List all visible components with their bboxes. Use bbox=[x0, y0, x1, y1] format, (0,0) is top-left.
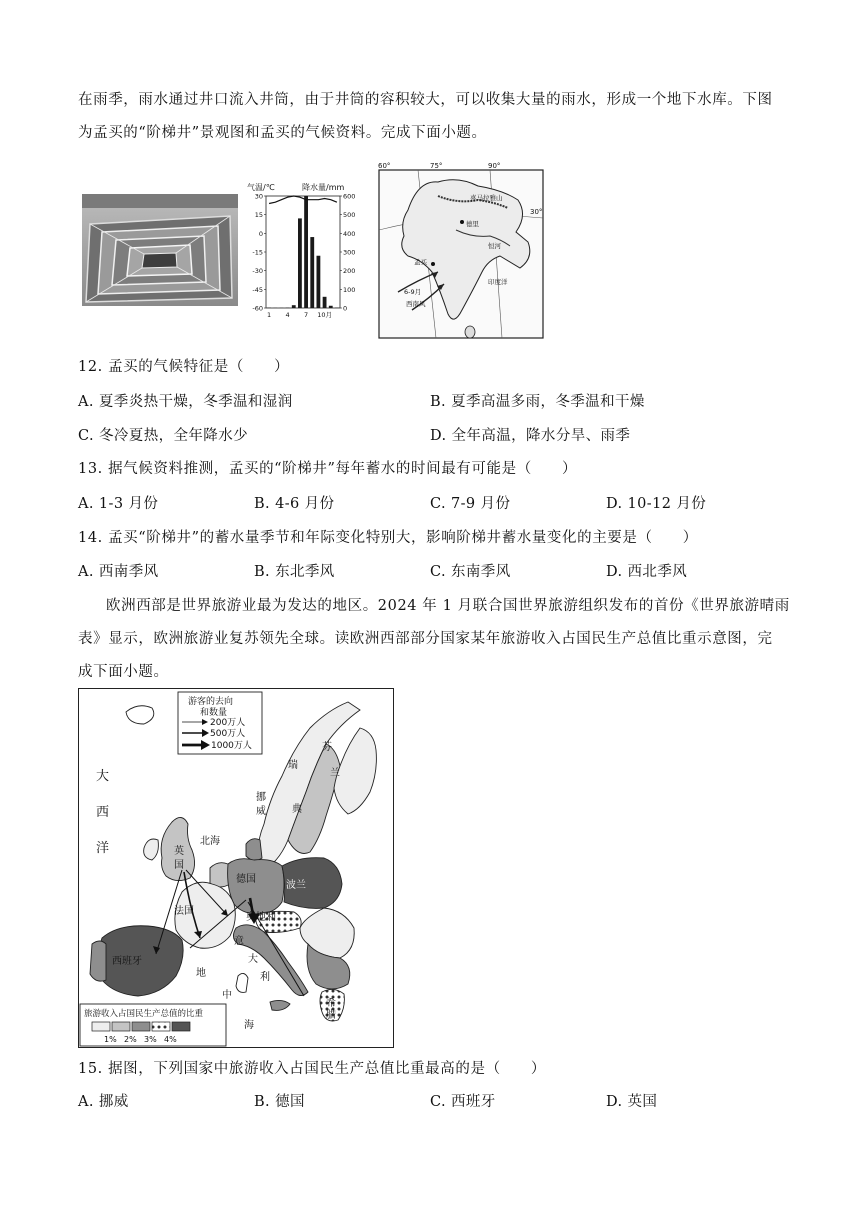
poland-label: 波兰 bbox=[286, 880, 306, 891]
uk-label-2: 国 bbox=[174, 860, 184, 871]
germany-label: 德国 bbox=[236, 874, 256, 885]
finland-label-1: 芬 bbox=[322, 742, 332, 753]
ganges-label: 恒河 bbox=[488, 242, 501, 250]
q14-option-b[interactable]: B. 东北季风 bbox=[254, 564, 335, 580]
precip-bar-11 bbox=[329, 306, 333, 308]
temp-tick-label: -60 bbox=[252, 304, 263, 313]
precip-bar-7 bbox=[304, 196, 308, 308]
austria-label: 奥地利 bbox=[246, 912, 276, 923]
jun-sep-label: 6-9月 bbox=[404, 288, 422, 296]
q12-option-a[interactable]: A. 夏季炎热干燥，冬季温和湿润 bbox=[78, 394, 293, 410]
norway-label-2: 威 bbox=[256, 806, 266, 817]
sweden-label-1: 瑞 bbox=[288, 760, 298, 771]
climate-plot-frame bbox=[266, 196, 340, 308]
q15-stem: 15. 据图，下列国家中旅游收入占国民生产总值比重最高的是（ ） bbox=[78, 1061, 546, 1077]
spain-label: 西班牙 bbox=[112, 956, 142, 967]
q12-option-b[interactable]: B. 夏季高温多雨，冬季温和干燥 bbox=[430, 394, 645, 410]
share-legend-title: 旅游收入占国民生产总值的比重 bbox=[84, 1009, 204, 1019]
q13-option-b[interactable]: B. 4-6 月份 bbox=[254, 496, 335, 512]
precip-tick-label: 500 bbox=[343, 211, 356, 220]
temp-axis-label: 气温/℃ bbox=[247, 183, 275, 192]
share-legend-4: 4% bbox=[164, 1035, 177, 1044]
temp-tick-label: -45 bbox=[252, 285, 263, 294]
flow-legend-1000: 1000万人 bbox=[211, 741, 252, 751]
share-legend-3: 3% bbox=[144, 1035, 157, 1044]
lat-30-label: 30° bbox=[530, 208, 543, 216]
atlantic-label-2: 西 bbox=[96, 805, 110, 820]
temp-tick-label: -30 bbox=[252, 267, 263, 276]
temp-tick-label: 0 bbox=[258, 229, 263, 238]
q13-option-d[interactable]: D. 10-12 月份 bbox=[606, 496, 707, 512]
q15-option-d[interactable]: D. 英国 bbox=[606, 1094, 658, 1110]
precip-tick-label: 100 bbox=[343, 285, 356, 294]
atlantic-label-3: 洋 bbox=[96, 841, 110, 856]
precip-tick-label: 300 bbox=[343, 248, 356, 257]
himalaya-label: 喜马拉雅山 bbox=[470, 194, 503, 202]
lon-90-label: 90° bbox=[488, 162, 501, 170]
stepwell-photo bbox=[82, 194, 238, 306]
france-label: 法国 bbox=[174, 906, 194, 917]
med-label-2: 中 bbox=[222, 990, 232, 1001]
finland-label-2: 兰 bbox=[330, 768, 340, 779]
precip-axis-label: 降水量/mm bbox=[302, 183, 345, 192]
temperature-line bbox=[269, 196, 337, 204]
intro-line-1: 在雨季，雨水通过井口流入井筒，由于井筒的容积较大，可以收集大量的雨水，形成一个地下水库。下图 bbox=[78, 92, 773, 108]
precip-tick-label: 200 bbox=[343, 267, 356, 276]
italy-label-3: 利 bbox=[260, 972, 270, 983]
europe-map bbox=[78, 688, 394, 1048]
month-tick-label: 10月 bbox=[317, 311, 332, 319]
norway-label-1: 挪 bbox=[256, 792, 266, 803]
med-label-3: 海 bbox=[244, 1020, 254, 1031]
precip-bar-9 bbox=[317, 256, 321, 308]
precip-tick-label: 400 bbox=[343, 229, 356, 238]
intro-line-2: 为孟买的“阶梯井”景观图和孟买的气候资料。完成下面小题。 bbox=[78, 125, 487, 141]
share-legend-1: 1% bbox=[104, 1035, 117, 1044]
q15-option-c[interactable]: C. 西班牙 bbox=[430, 1094, 496, 1110]
q13-option-a[interactable]: A. 1-3 月份 bbox=[78, 496, 159, 512]
southwest-wind-label: 西南风 bbox=[406, 300, 426, 308]
precip-bar-10 bbox=[323, 297, 327, 308]
q14-option-a[interactable]: A. 西南季风 bbox=[78, 564, 159, 580]
temp-tick-label: 15 bbox=[254, 211, 263, 220]
precip-tick-label: 0 bbox=[343, 304, 348, 313]
greece-label-2: 腊 bbox=[326, 1010, 336, 1021]
month-tick-label: 7 bbox=[304, 311, 309, 319]
precip-bar-5 bbox=[292, 305, 296, 308]
q12-option-d[interactable]: D. 全年高温，降水分旱、雨季 bbox=[430, 428, 631, 444]
greece-label-1: 希 bbox=[326, 998, 336, 1009]
q12-stem: 12. 孟买的气候特征是（ ） bbox=[78, 359, 290, 375]
q15-option-b[interactable]: B. 德国 bbox=[254, 1094, 305, 1110]
month-tick-label: 4 bbox=[285, 311, 290, 319]
italy-label-1: 意 bbox=[234, 936, 244, 947]
lon-75-label: 75° bbox=[430, 162, 443, 170]
delhi-label: 德里 bbox=[466, 220, 479, 228]
flow-legend-500: 500万人 bbox=[210, 729, 246, 739]
q14-option-c[interactable]: C. 东南季风 bbox=[430, 564, 511, 580]
climate-chart bbox=[244, 180, 356, 326]
flow-legend-title: 游客的去向 bbox=[188, 697, 234, 707]
europe-intro-line-3: 成下面小题。 bbox=[78, 664, 169, 680]
month-tick-label: 1 bbox=[267, 311, 272, 319]
flow-legend-200: 200万人 bbox=[210, 718, 246, 728]
india-map bbox=[378, 160, 548, 340]
q13-option-c[interactable]: C. 7-9 月份 bbox=[430, 496, 511, 512]
precip-tick-label: 600 bbox=[343, 192, 356, 201]
europe-intro-line-1: 欧洲西部是世界旅游业最为发达的地区。2024 年 1 月联合国世界旅游组织发布的首份《世界旅游晴雨 bbox=[106, 598, 790, 614]
q15-option-a[interactable]: A. 挪威 bbox=[78, 1094, 129, 1110]
q14-stem: 14. 孟买“阶梯井”的蓄水量季节和年际变化特别大，影响阶梯井蓄水量变化的主要是（ ） bbox=[78, 530, 698, 546]
lon-60-label: 60° bbox=[378, 162, 391, 170]
sweden-label-2: 典 bbox=[292, 804, 302, 815]
north-sea-label: 北海 bbox=[200, 836, 220, 847]
italy-label-2: 大 bbox=[248, 954, 258, 965]
atlantic-label-1: 大 bbox=[96, 769, 110, 784]
precip-bar-8 bbox=[310, 237, 314, 308]
temp-tick-label: 30 bbox=[254, 192, 263, 201]
q13-stem: 13. 据气候资料推测，孟买的“阶梯井”每年蓄水的时间最有可能是（ ） bbox=[78, 461, 578, 477]
q14-option-d[interactable]: D. 西北季风 bbox=[606, 564, 688, 580]
temp-tick-label: -15 bbox=[252, 248, 263, 257]
q12-option-c[interactable]: C. 冬冷夏热，全年降水少 bbox=[78, 428, 248, 444]
share-legend-2: 2% bbox=[124, 1035, 137, 1044]
mumbai-label: 孟买 bbox=[414, 258, 427, 266]
precip-bar-6 bbox=[298, 218, 302, 308]
med-label-1: 地 bbox=[196, 968, 206, 979]
uk-label-1: 英 bbox=[174, 846, 184, 857]
flow-legend-title-2: 和数量 bbox=[200, 708, 228, 718]
europe-intro-line-2: 表》显示，欧洲旅游业复苏领先全球。读欧洲西部部分国家某年旅游收入占国民生产总值比重示意图，完 bbox=[78, 631, 773, 647]
indian-ocean-label: 印度洋 bbox=[488, 278, 508, 286]
